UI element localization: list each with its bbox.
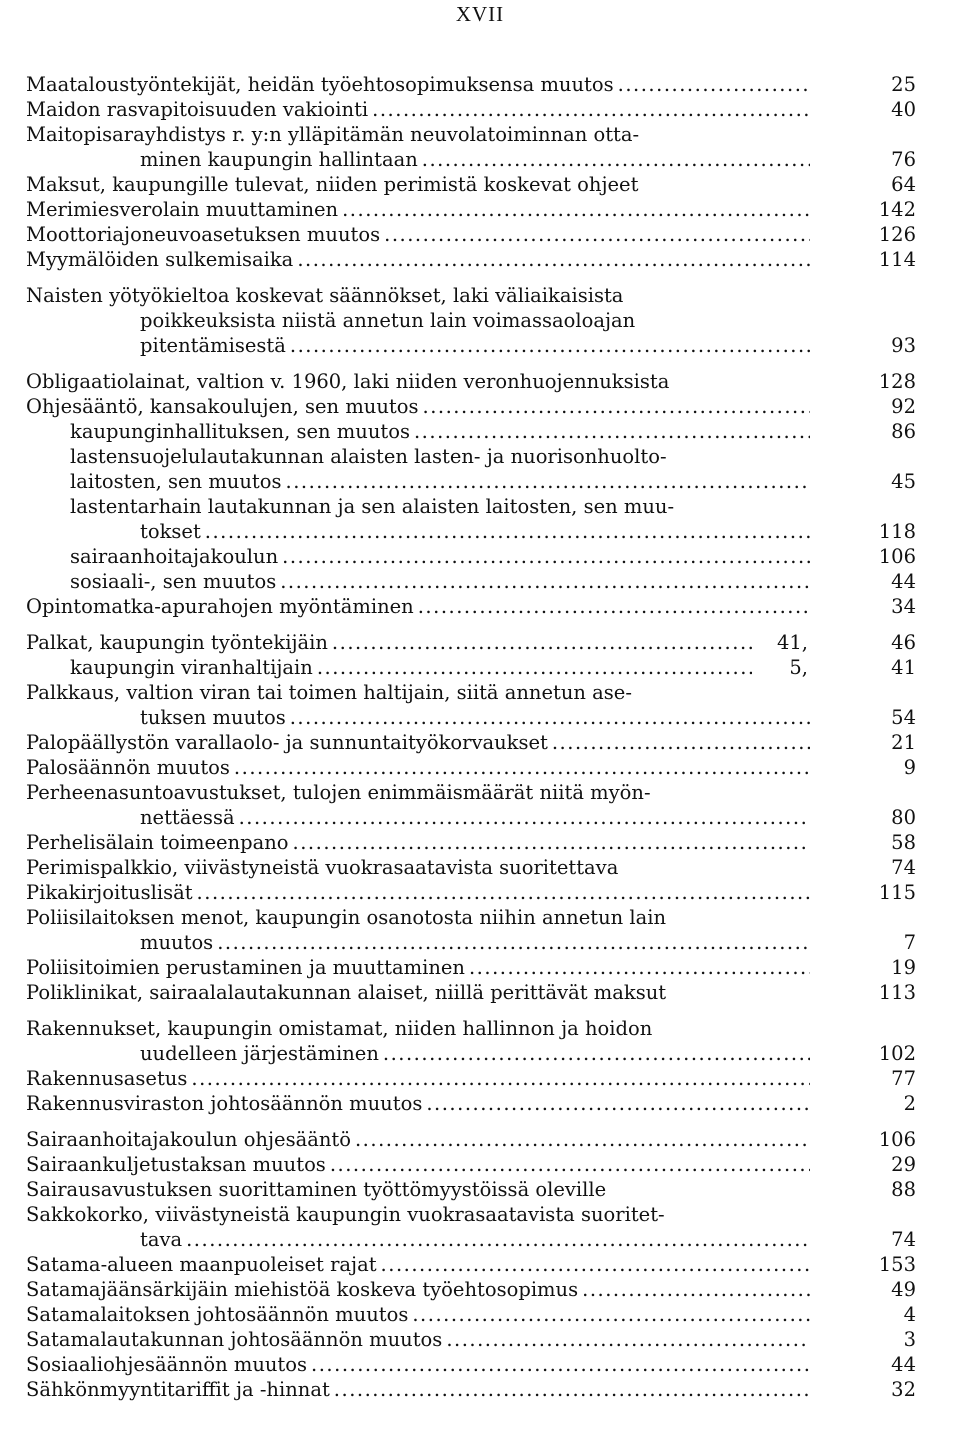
entry-sub-page-number: 41, bbox=[776, 631, 808, 654]
entry-title: Maksut, kaupungille tulevat, niiden perimistä koskevat ohjeet bbox=[26, 173, 639, 196]
index-entry bbox=[26, 569, 916, 594]
index-entry bbox=[26, 594, 916, 619]
index-entry bbox=[26, 830, 916, 855]
entry-page-number: 93 bbox=[891, 334, 916, 357]
dot-leader bbox=[342, 197, 810, 222]
index-entry bbox=[26, 955, 916, 980]
entry-title: Maitopisarayhdistys r. y:n ylläpitämän neuvolatoiminnan otta- bbox=[26, 123, 640, 146]
index-entry bbox=[26, 197, 916, 222]
entry-title: Pikakirjoituslisät bbox=[26, 881, 193, 904]
entry-title: Poliisilaitoksen menot, kaupungin osanotosta niihin annetun lain bbox=[26, 906, 667, 929]
entry-title: Opintomatka-apurahojen myöntäminen bbox=[26, 595, 414, 618]
entry-page-number: 92 bbox=[891, 395, 916, 418]
dot-leader bbox=[197, 880, 810, 905]
entry-page-number: 74 bbox=[891, 856, 916, 879]
dot-leader bbox=[355, 1127, 810, 1152]
entry-page-number: 4 bbox=[903, 1303, 916, 1326]
entry-page-number: 44 bbox=[891, 570, 916, 593]
entry-page-number: 54 bbox=[891, 706, 916, 729]
dot-leader bbox=[469, 955, 810, 980]
index-entry bbox=[26, 880, 916, 905]
dot-leader bbox=[330, 1152, 810, 1177]
entry-page-number: 9 bbox=[903, 756, 916, 779]
index-entry bbox=[26, 419, 916, 444]
entry-title: Poliisitoimien perustaminen ja muuttaminen bbox=[26, 956, 465, 979]
entry-title: nettäessä bbox=[140, 806, 235, 829]
dot-leader bbox=[297, 247, 810, 272]
entry-page-number: 142 bbox=[878, 198, 916, 221]
index-entry bbox=[26, 544, 916, 569]
index-entry bbox=[26, 630, 916, 655]
entry-title: Ohjesääntö, kansakoulujen, sen muutos bbox=[26, 395, 419, 418]
dot-leader bbox=[412, 1302, 810, 1327]
entry-title: Rakennusviraston johtosäännön muutos bbox=[26, 1092, 423, 1115]
dot-leader bbox=[384, 222, 810, 247]
entry-title: Satamajäänsärkijäin miehistöä koskeva työehtosopimus bbox=[26, 1278, 579, 1301]
entry-title: Perimispalkkio, viivästyneistä vuokrasaatavista suoritettava bbox=[26, 856, 619, 879]
entry-title: Rakennusasetus bbox=[26, 1067, 188, 1090]
entry-title: Naisten yötyökieltoa koskevat säännökset, laki väliaikaisista bbox=[26, 284, 624, 307]
index-entry bbox=[26, 1152, 916, 1177]
index-entry bbox=[26, 1302, 916, 1327]
entry-sub-page-number: 5, bbox=[789, 656, 808, 679]
entry-page-number: 118 bbox=[878, 520, 916, 543]
index-entry bbox=[26, 980, 916, 1005]
entry-title: tava bbox=[140, 1228, 183, 1251]
dot-leader bbox=[317, 655, 752, 680]
entry-title: Sairaankuljetustaksan muutos bbox=[26, 1153, 326, 1176]
entry-page-number: 80 bbox=[891, 806, 916, 829]
entry-page-number: 113 bbox=[878, 981, 916, 1004]
entry-title: pitentämisestä bbox=[140, 334, 286, 357]
entry-page-number: 34 bbox=[891, 595, 916, 618]
index-entry bbox=[26, 780, 916, 805]
index-entry bbox=[26, 730, 916, 755]
dot-leader bbox=[418, 594, 810, 619]
entry-title: kaupunginhallituksen, sen muutos bbox=[70, 420, 410, 443]
entry-page-number: 19 bbox=[891, 956, 916, 979]
entry-title: Palkat, kaupungin työntekijäin bbox=[26, 631, 328, 654]
entry-title: Poliklinikat, sairaalalautakunnan alaiset, niillä perittävät maksut bbox=[26, 981, 667, 1004]
dot-leader bbox=[290, 705, 810, 730]
dot-leader bbox=[293, 830, 810, 855]
entry-page-number: 153 bbox=[878, 1253, 916, 1276]
index-entry bbox=[26, 222, 916, 247]
index-entry bbox=[26, 1277, 916, 1302]
dot-leader bbox=[423, 394, 810, 419]
dot-leader bbox=[414, 419, 810, 444]
index-entry bbox=[26, 444, 916, 469]
index-entry bbox=[26, 247, 916, 272]
entry-title: Perheenasuntoavustukset, tulojen enimmäismäärät niitä myön- bbox=[26, 781, 651, 804]
index-entry bbox=[26, 333, 916, 358]
entry-page-number: 106 bbox=[878, 1128, 916, 1151]
entry-page-number: 3 bbox=[903, 1328, 916, 1351]
entry-page-number: 86 bbox=[891, 420, 916, 443]
index-entry bbox=[26, 369, 916, 394]
entry-title: laitosten, sen muutos bbox=[70, 470, 282, 493]
dot-leader bbox=[280, 569, 810, 594]
entry-title: sosiaali-, sen muutos bbox=[70, 570, 277, 593]
index-entry bbox=[26, 655, 916, 680]
index-entry bbox=[26, 1016, 916, 1041]
index-entry bbox=[26, 97, 916, 122]
dot-leader bbox=[426, 1091, 810, 1116]
index-entry bbox=[26, 1252, 916, 1277]
entry-page-number: 7 bbox=[903, 931, 916, 954]
page-title: XVII bbox=[455, 2, 505, 26]
index-list bbox=[26, 72, 916, 1402]
index-entry bbox=[26, 1066, 916, 1091]
entry-page-number: 76 bbox=[891, 148, 916, 171]
entry-title: Sakkokorko, viivästyneistä kaupungin vuokrasaatavista suoritet- bbox=[26, 1203, 665, 1226]
entry-title: Obligaatiolainat, valtion v. 1960, laki niiden veronhuojennuksista bbox=[26, 370, 670, 393]
entry-page-number: 58 bbox=[891, 831, 916, 854]
index-entry bbox=[26, 680, 916, 705]
dot-leader bbox=[334, 1377, 810, 1402]
entry-title: Palopäällystön varallaolo- ja sunnuntaityökorvaukset bbox=[26, 731, 548, 754]
entry-title: poikkeuksista niistä annetun lain voimassaoloajan bbox=[140, 309, 636, 332]
dot-leader bbox=[282, 544, 810, 569]
entry-title: Maidon rasvapitoisuuden vakiointi bbox=[26, 98, 369, 121]
dot-leader bbox=[239, 805, 810, 830]
entry-page-number: 126 bbox=[878, 223, 916, 246]
entry-title: muutos bbox=[140, 931, 214, 954]
index-entry bbox=[26, 519, 916, 544]
entry-title: minen kaupungin hallintaan bbox=[140, 148, 418, 171]
entry-page-number: 41 bbox=[891, 656, 916, 679]
entry-title: Perhelisälain toimeenpano bbox=[26, 831, 289, 854]
entry-page-number: 21 bbox=[891, 731, 916, 754]
entry-page-number: 44 bbox=[891, 1353, 916, 1376]
dot-leader bbox=[205, 519, 810, 544]
entry-title: Satamalautakunnan johtosäännön muutos bbox=[26, 1328, 443, 1351]
entry-title: Satamalaitoksen johtosäännön muutos bbox=[26, 1303, 409, 1326]
index-entry bbox=[26, 1377, 916, 1402]
entry-page-number: 29 bbox=[891, 1153, 916, 1176]
index-entry bbox=[26, 1227, 916, 1252]
entry-page-number: 106 bbox=[878, 545, 916, 568]
dot-leader bbox=[446, 1327, 810, 1352]
entry-title: tokset bbox=[140, 520, 201, 543]
entry-page-number: 128 bbox=[878, 370, 916, 393]
entry-page-number: 114 bbox=[878, 248, 916, 271]
index-entry bbox=[26, 283, 916, 308]
entry-title: Maataloustyöntekijät, heidän työehtosopimuksensa muutos bbox=[26, 73, 614, 96]
dot-leader bbox=[422, 147, 810, 172]
dot-leader bbox=[372, 97, 810, 122]
entry-title: Sairaanhoitajakoulun ohjesääntö bbox=[26, 1128, 351, 1151]
dot-leader bbox=[234, 755, 810, 780]
entry-title: Palosäännön muutos bbox=[26, 756, 230, 779]
entry-title: lastentarhain lautakunnan ja sen alaisten laitosten, sen muu- bbox=[70, 495, 675, 518]
index-entry bbox=[26, 394, 916, 419]
entry-title: Satama-alueen maanpuoleiset rajat bbox=[26, 1253, 377, 1276]
dot-leader bbox=[286, 469, 810, 494]
dot-leader bbox=[552, 730, 810, 755]
index-entry bbox=[26, 172, 916, 197]
entry-page-number: 45 bbox=[891, 470, 916, 493]
index-entry bbox=[26, 1327, 916, 1352]
dot-leader bbox=[191, 1066, 810, 1091]
entry-title: sairaanhoitajakoulun bbox=[70, 545, 279, 568]
index-entry bbox=[26, 1352, 916, 1377]
index-entry bbox=[26, 1127, 916, 1152]
entry-page-number: 25 bbox=[891, 73, 916, 96]
index-entry bbox=[26, 855, 916, 880]
index-entry bbox=[26, 147, 916, 172]
index-entry bbox=[26, 308, 916, 333]
index-entry bbox=[26, 1091, 916, 1116]
index-entry bbox=[26, 905, 916, 930]
entry-title: Merimiesverolain muuttaminen bbox=[26, 198, 339, 221]
entry-title: Palkkaus, valtion viran tai toimen haltijain, siitä annetun ase- bbox=[26, 681, 632, 704]
entry-page-number: 32 bbox=[891, 1378, 916, 1401]
index-entry bbox=[26, 1202, 916, 1227]
entry-page-number: 49 bbox=[891, 1278, 916, 1301]
entry-title: lastensuojelulautakunnan alaisten lasten- ja nuorisonhuolto- bbox=[70, 445, 667, 468]
entry-title: uudelleen järjestäminen bbox=[140, 1042, 379, 1065]
entry-page-number: 74 bbox=[891, 1228, 916, 1251]
entry-title: Rakennukset, kaupungin omistamat, niiden hallinnon ja hoidon bbox=[26, 1017, 653, 1040]
entry-title: Sairausavustuksen suorittaminen työttömyystöissä oleville bbox=[26, 1178, 607, 1201]
entry-title: kaupungin viranhaltijain bbox=[70, 656, 313, 679]
entry-page-number: 64 bbox=[891, 173, 916, 196]
dot-leader bbox=[290, 333, 810, 358]
entry-page-number: 77 bbox=[891, 1067, 916, 1090]
dot-leader bbox=[381, 1252, 810, 1277]
index-entry bbox=[26, 122, 916, 147]
index-entry bbox=[26, 494, 916, 519]
index-entry bbox=[26, 469, 916, 494]
entry-title: Myymälöiden sulkemisaika bbox=[26, 248, 294, 271]
dot-leader bbox=[618, 72, 810, 97]
entry-title: Sähkönmyyntitariffit ja -hinnat bbox=[26, 1378, 330, 1401]
index-entry bbox=[26, 705, 916, 730]
index-entry bbox=[26, 72, 916, 97]
entry-page-number: 2 bbox=[903, 1092, 916, 1115]
entry-title: Sosiaaliohjesäännön muutos bbox=[26, 1353, 308, 1376]
dot-leader bbox=[186, 1227, 810, 1252]
entry-title: tuksen muutos bbox=[140, 706, 286, 729]
index-entry bbox=[26, 1177, 916, 1202]
dot-leader bbox=[217, 930, 810, 955]
index-entry bbox=[26, 930, 916, 955]
index-entry bbox=[26, 805, 916, 830]
dot-leader bbox=[383, 1041, 810, 1066]
entry-page-number: 40 bbox=[891, 98, 916, 121]
index-entry bbox=[26, 755, 916, 780]
entry-title: Moottoriajoneuvoasetuksen muutos bbox=[26, 223, 381, 246]
dot-leader bbox=[582, 1277, 810, 1302]
index-entry bbox=[26, 1041, 916, 1066]
dot-leader bbox=[332, 630, 752, 655]
entry-page-number: 88 bbox=[891, 1178, 916, 1201]
dot-leader bbox=[311, 1352, 810, 1377]
entry-page-number: 102 bbox=[878, 1042, 916, 1065]
entry-page-number: 46 bbox=[891, 631, 916, 654]
entry-page-number: 115 bbox=[878, 881, 916, 904]
